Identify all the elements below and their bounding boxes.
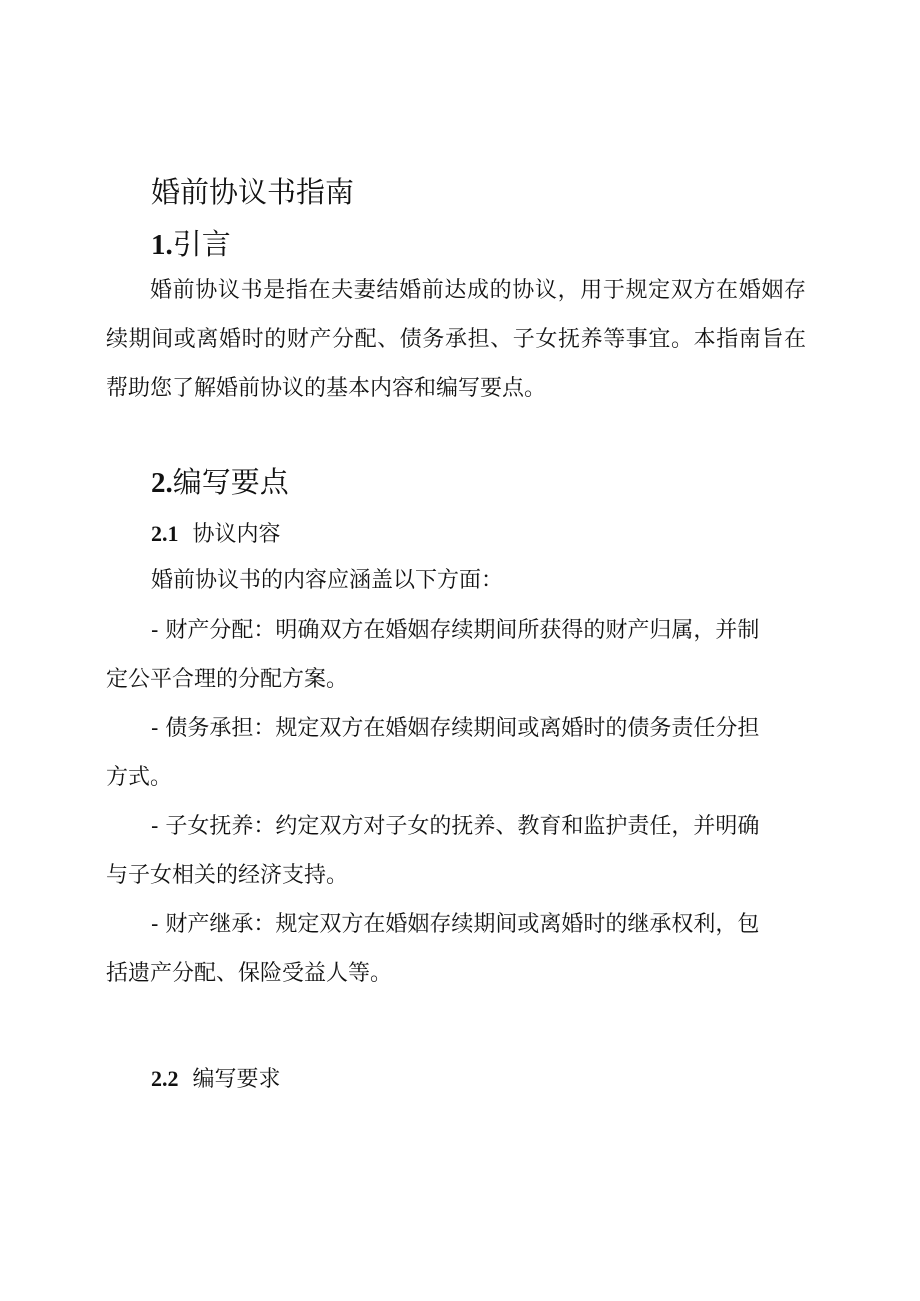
list-item-debt-line1: - 债务承担：规定双方在婚姻存续期间或离婚时的债务责任分担 [151,716,760,741]
subsection-2-1-title: 协议内容 [192,522,281,547]
section-1-paragraph: 婚前协议书是指在夫妻结婚前达成的协议，用于规定双方在婚姻存续期间或离婚时的财产分配、债务承担、子女抚养等事宜。本指南旨在帮助您了解婚前协议的基本内容和编写要点。 [106,278,806,401]
section-2-number: 2. [151,467,173,499]
section-1-title: 引言 [172,227,231,261]
subsection-2-2-number: 2.2 [151,1066,179,1091]
subsection-2-1-heading [151,518,281,551]
section-2-title: 编写要点 [172,465,289,499]
subsection-2-2-title: 编写要求 [192,1067,281,1092]
list-item-property-line2: 定公平合理的分配方案。 [106,667,349,692]
list-item-children-line1: - 子女抚养：约定双方对子女的抚养、教育和监护责任，并明确 [151,814,760,839]
document-title: 婚前协议书指南 [151,175,355,209]
section-1-heading [151,224,231,265]
list-item-property-line1: - 财产分配：明确双方在婚姻存续期间所获得的财产归属，并制 [151,618,760,643]
section-1-number: 1. [151,229,173,261]
list-item-children-line2: 与子女相关的经济支持。 [106,863,349,888]
list-item-debt-line2: 方式。 [106,765,173,790]
subsection-2-1-number: 2.1 [151,521,179,546]
subsection-2-2-heading [151,1063,281,1096]
list-item-inheritance-line1: - 财产继承：规定双方在婚姻存续期间或离婚时的继承权利，包 [151,912,760,937]
section-2-heading [151,462,289,503]
list-item-inheritance-line2: 括遗产分配、保险受益人等。 [106,961,393,986]
subsection-2-1-intro: 婚前协议书的内容应涵盖以下方面： [151,568,504,593]
